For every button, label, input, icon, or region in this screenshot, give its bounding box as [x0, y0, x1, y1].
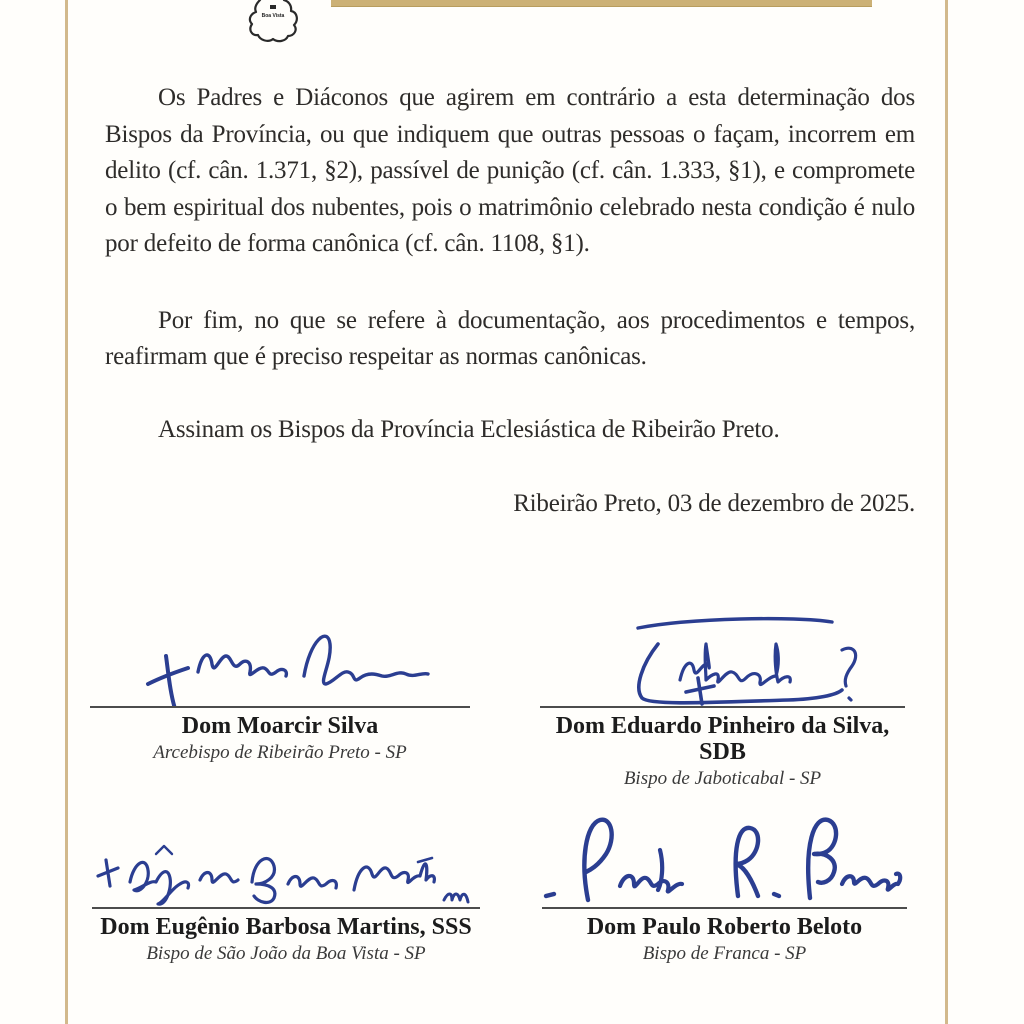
signature-rule — [542, 907, 907, 909]
signer-title: Bispo de São João da Boa Vista - SP — [146, 943, 426, 964]
signer-name: Dom Eugênio Barbosa Martins, SSS — [100, 914, 472, 940]
frame-border-left — [65, 0, 68, 1024]
signer-name: Dom Moarcir Silva — [181, 713, 379, 739]
signature-block-moacir — [90, 612, 470, 764]
signer-title: Bispo de Franca - SP — [642, 943, 807, 964]
map-mark — [270, 5, 276, 9]
letter-body — [105, 80, 915, 523]
signer-title: Arcebispo de Ribeirão Preto - SP — [153, 742, 407, 763]
signature-block-paulo — [542, 792, 907, 965]
signature-script-paulo — [542, 792, 907, 907]
province-map-icon — [242, 0, 306, 44]
map-label: Boa Vista — [261, 13, 285, 19]
paragraph-1: Os Padres e Diáconos que agirem em contrário a esta determinação dos Bispos da Província, ou que indiquem que outras pessoas o façam, incorrem em delito (cf. cân. 1.371, §2), passível de punição (cf. cân. 1.333, §1), e compromete o bem espiritual dos nubentes, pois o matrimônio celebrado nesta condição é nulo por defeito de forma canônica (cf. cân. 1108, §1). — [105, 84, 915, 257]
signature-block-eduardo — [540, 598, 905, 790]
signature-rule — [540, 706, 905, 708]
signer-name: Dom Eduardo Pinheiro da Silva, SDB — [555, 713, 890, 765]
signature-script-eugenio — [92, 818, 480, 907]
signature-script-eduardo — [540, 598, 905, 706]
dateline: Ribeirão Preto, 03 de dezembro de 2025. — [513, 490, 915, 517]
signature-script-moacir — [90, 612, 470, 706]
frame-border-right — [945, 0, 948, 1024]
paragraph-assinam: Assinam os Bispos da Província Eclesiástica de Ribeirão Preto. — [158, 415, 780, 443]
signature-rule — [90, 706, 470, 708]
signer-title: Bispo de Jaboticabal - SP — [623, 768, 822, 789]
letterhead-rule-bar — [331, 0, 872, 7]
paragraph-2: Por fim, no que se refere à documentação, aos procedimentos e tempos, reafirmam que é preciso respeitar as normas canônicas. — [105, 306, 915, 370]
signature-rule — [92, 907, 480, 909]
signer-name: Dom Paulo Roberto Beloto — [586, 914, 863, 940]
signature-block-eugenio — [92, 818, 480, 965]
